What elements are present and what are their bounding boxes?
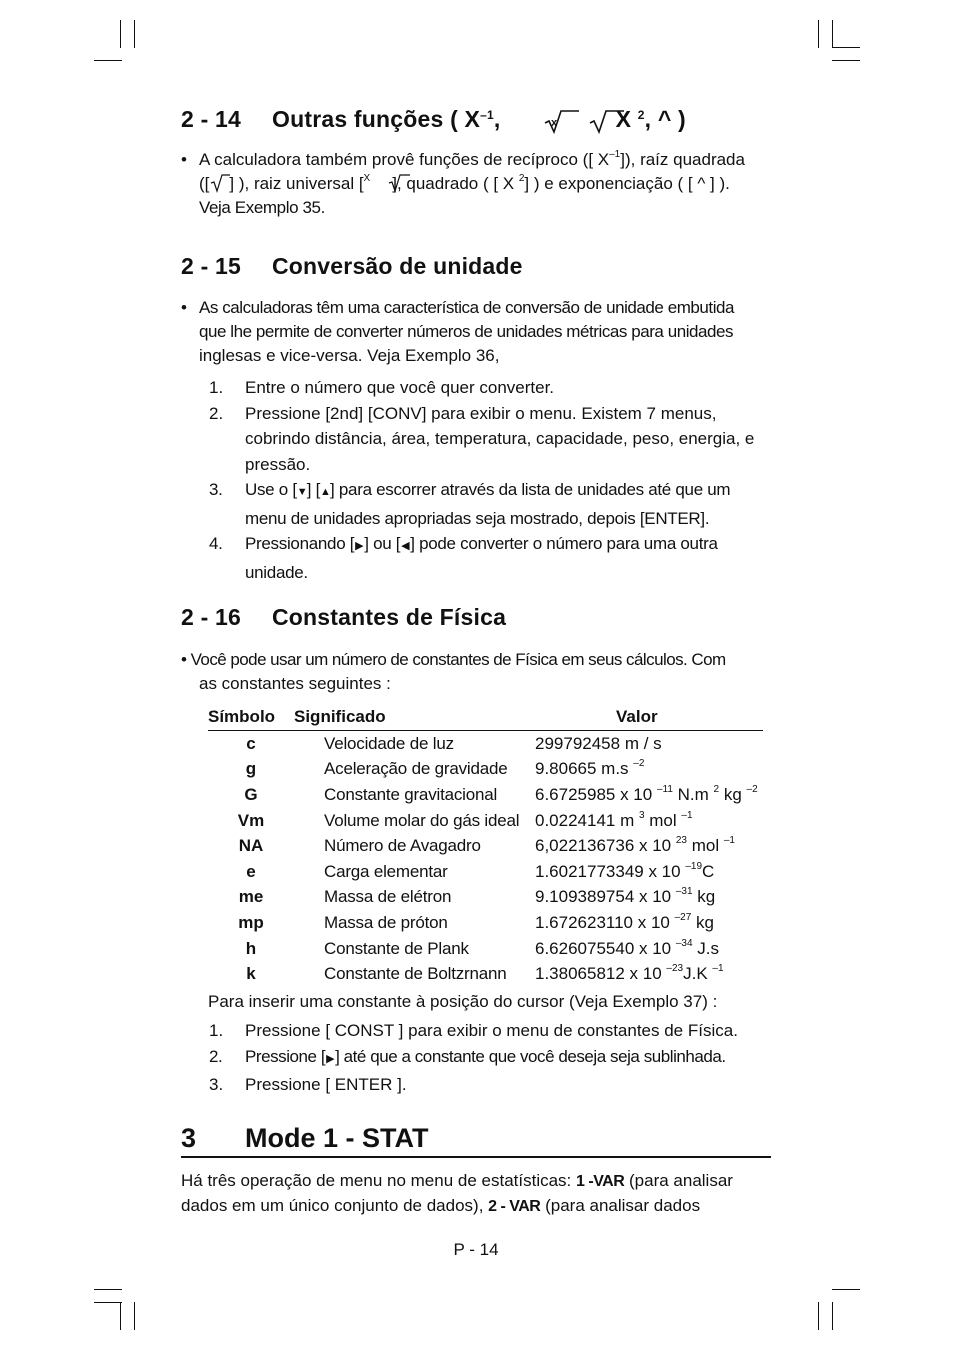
superscript: –34	[675, 937, 693, 949]
section-heading-2-15	[181, 253, 523, 280]
value-unit: kg	[692, 887, 716, 907]
chapter-title: Mode 1 - STAT	[245, 1123, 429, 1153]
superscript: –1	[681, 809, 693, 821]
title-end: , ^ )	[644, 106, 686, 132]
crop-mark	[94, 60, 122, 61]
table-row	[208, 961, 763, 987]
meaning-cell: Aceleração de gravidade	[324, 759, 508, 779]
list-item	[209, 1018, 773, 1044]
crop-mark	[120, 1302, 121, 1330]
text-span: dados em um único conjunto de dados),	[181, 1196, 489, 1215]
section-title: Conversão de unidade	[272, 253, 523, 279]
text-line: • Você pode usar um número de constantes de Física em seus cálculos. Com	[181, 650, 726, 669]
value-cell	[522, 910, 763, 936]
section-title: Constantes de Física	[272, 604, 507, 630]
superscript: –23	[666, 963, 684, 975]
superscript: –31	[675, 886, 693, 898]
superscript: –11	[656, 783, 673, 795]
value-text: 9.109389754 x 10	[535, 887, 672, 907]
list-item	[209, 1072, 773, 1098]
table-row	[208, 885, 763, 911]
superscript: –27	[674, 911, 692, 923]
value-cell	[522, 833, 763, 859]
step-text: Pressione [2nd] [CONV] para exibir o menu. Existem 7 menus, cobrindo distância, área, temperatura, capacidade, peso, energia, e pressão.	[245, 403, 755, 474]
text-span: (para analisar	[624, 1171, 733, 1190]
symbol-cell: me	[238, 887, 264, 907]
value-unit: J.s	[692, 938, 719, 958]
crop-mark	[94, 1289, 122, 1290]
table-row	[208, 757, 763, 783]
column-header: Valor	[522, 704, 763, 731]
value-unit: C	[702, 861, 715, 881]
text-line: inglesas e vice-versa. Veja Exemplo 36,	[199, 346, 500, 365]
text-span: ([	[199, 174, 210, 193]
crop-mark	[94, 1302, 122, 1303]
steps-2-16	[209, 1018, 773, 1098]
value-unit: N.m	[672, 784, 709, 804]
symbol-cell: NA	[238, 836, 264, 856]
table-header-row	[208, 704, 763, 731]
crop-mark	[120, 20, 121, 48]
paragraph-3	[181, 1169, 773, 1219]
symbol-cell: c	[246, 733, 256, 753]
square-root-icon	[588, 109, 624, 135]
meaning-cell: Massa de próton	[324, 912, 448, 932]
step-text: ] ou [	[364, 534, 401, 553]
step-number: 4.	[209, 534, 223, 553]
step-text: ] para escorrer através da lista de unidades até que um menu de unidades apropriadas seja mostrado, depois [ENTER].	[245, 480, 731, 528]
step-text: Use o [	[245, 480, 297, 499]
crop-mark	[134, 20, 135, 48]
value-text: 1.672623110 x 10	[535, 912, 670, 932]
section-heading-2-14: 2 - 14 Outras funções ( $X^{-1}$, x X $^2$, ^ )	[181, 106, 686, 132]
superscript: 2	[713, 783, 720, 795]
step-text: Entre o número que você quer converter.	[245, 378, 555, 397]
section-number: 2 - 15	[181, 253, 242, 279]
text-line	[199, 172, 773, 196]
meaning-cell: Constante de Plank	[324, 938, 469, 958]
paragraph-2-14	[181, 148, 773, 220]
meaning-cell: Número de Avagadro	[324, 836, 481, 856]
table-row	[208, 859, 763, 885]
title-x2: X	[615, 106, 632, 132]
crop-mark	[134, 1302, 135, 1330]
value-text: 299792458 m / s	[535, 733, 662, 753]
superscript: –2	[746, 783, 758, 795]
text-span: A calculadora também provê funções de recíproco ([ X	[199, 150, 610, 169]
right-arrow-icon: ▶	[326, 1052, 335, 1065]
square-root-icon	[543, 109, 579, 135]
text-line: as constantes seguintes :	[199, 674, 391, 693]
value-unit: mol	[686, 836, 720, 856]
symbol-cell: G	[244, 784, 258, 804]
left-arrow-icon: ◀	[401, 540, 410, 552]
value-unit: mol	[644, 810, 677, 830]
value-unit: kg	[719, 784, 742, 804]
list-item	[209, 531, 773, 585]
chapter-heading-3	[181, 1123, 771, 1158]
symbol-cell: mp	[238, 912, 264, 932]
step-number: 2.	[209, 403, 224, 423]
step-number: 3.	[209, 1075, 224, 1094]
section-number: 2 - 14	[181, 106, 242, 132]
crop-mark	[818, 1302, 819, 1330]
title-comma: ,	[493, 106, 501, 132]
list-item	[209, 401, 773, 478]
superscript: –1	[723, 835, 735, 847]
crop-mark	[818, 20, 819, 48]
symbol-cell: e	[246, 861, 256, 881]
symbol-cell: Vm	[237, 810, 265, 830]
superscript: 2	[637, 108, 645, 122]
table-row	[208, 910, 763, 936]
value-text: 9.80665 m.s	[535, 759, 629, 779]
steps-2-15	[209, 375, 773, 585]
meaning-cell: Carga elementar	[324, 861, 448, 881]
table-row	[208, 731, 763, 757]
table-row	[208, 833, 763, 859]
superscript: –19	[685, 860, 703, 872]
superscript: –1	[712, 963, 724, 975]
value-cell	[522, 885, 763, 911]
up-arrow-icon: ▲	[320, 486, 331, 498]
text-line: Veja Exemplo 35.	[199, 198, 325, 217]
step-text: Pressione [	[245, 1046, 326, 1066]
value-text: 1.6021773349 x 10	[535, 861, 681, 881]
square-root-icon	[210, 173, 230, 193]
value-text: 1.38065812 x 10	[535, 964, 662, 984]
crop-mark	[832, 60, 860, 61]
meaning-cell: Constante gravitacional	[324, 784, 498, 804]
step-text: Pressione [ ENTER ].	[245, 1075, 407, 1094]
value-cell	[522, 757, 763, 783]
crop-mark	[832, 1289, 860, 1290]
constants-table	[208, 704, 763, 987]
square-root-icon	[388, 173, 410, 193]
value-text: 6.626075540 x 10	[535, 938, 672, 958]
step-text: ] até que a constante que você deseja seja sublinhada.	[335, 1046, 726, 1066]
column-header: Significado	[294, 704, 522, 731]
step-text: Pressionando [	[245, 534, 355, 553]
symbol-cell: h	[245, 938, 257, 958]
value-cell	[522, 731, 763, 757]
table-row	[208, 936, 763, 962]
superscript: 23	[675, 835, 687, 847]
section-heading-2-16	[181, 604, 506, 631]
meaning-cell: Massa de elétron	[324, 887, 452, 907]
bullet: •	[181, 150, 187, 169]
column-header: Símbolo	[208, 704, 294, 731]
menu-name: 1 -VAR	[576, 1173, 625, 1190]
table-row	[208, 782, 763, 808]
value-text: 6.6725985 x 10	[535, 784, 653, 804]
superscript: –1	[609, 149, 621, 160]
list-item	[209, 477, 773, 531]
text-span: ]), raíz quadrada	[620, 150, 745, 169]
crop-mark	[832, 47, 860, 48]
text-span: Há três operação de menu no menu de estatísticas:	[181, 1171, 577, 1190]
list-item	[209, 375, 773, 401]
section-title: Outras funções ( X	[272, 106, 481, 132]
text-span: (para analisar dados	[540, 1196, 701, 1215]
step-number: 2.	[209, 1046, 223, 1066]
text-line	[199, 148, 773, 172]
crop-mark	[832, 20, 833, 48]
paragraph-2-16	[181, 648, 773, 696]
superscript: 2	[518, 173, 525, 184]
value-text: 6,022136736 x 10	[535, 836, 672, 856]
step-text: ] pode converter o número para uma outra unidade.	[245, 534, 718, 582]
value-cell	[522, 808, 763, 834]
bullet: •	[181, 298, 187, 317]
table-row	[208, 808, 763, 834]
right-arrow-icon: ▶	[355, 540, 364, 552]
step-text: ] [	[306, 480, 321, 499]
step-text: Pressione [ CONST ] para exibir o menu de constantes de Física.	[245, 1021, 738, 1040]
page-number: P - 14	[453, 1240, 499, 1259]
step-number: 1.	[209, 378, 224, 397]
superscript: X	[363, 173, 371, 184]
text-span: ], quadrado ( [ X	[392, 174, 515, 193]
insert-constant-text: Para inserir uma constante à posição do cursor (Veja Exemplo 37) :	[208, 992, 718, 1011]
step-number: 3.	[209, 480, 223, 499]
list-item	[209, 1044, 773, 1073]
step-number: 1.	[209, 1021, 224, 1040]
superscript: –2	[633, 758, 645, 770]
text-line: que lhe permite de converter números de unidades métricas para unidades	[199, 322, 734, 341]
meaning-cell: Constante de Boltzrnann	[324, 964, 507, 984]
value-cell	[522, 961, 763, 987]
value-cell	[522, 936, 763, 962]
paragraph-2-15	[181, 296, 773, 368]
menu-name: 2 - VAR	[488, 1198, 541, 1215]
symbol-cell: k	[246, 964, 256, 984]
value-cell	[522, 782, 763, 808]
text-line: As calculadoras têm uma característica de conversão de unidade embutida	[199, 298, 735, 317]
chapter-number: 3	[181, 1123, 197, 1153]
value-text: 0.0224141 m	[535, 810, 635, 830]
section-number: 2 - 16	[181, 604, 242, 630]
text-span: ] ), raiz universal [	[229, 174, 364, 193]
meaning-cell: Velocidade de luz	[324, 733, 454, 753]
down-arrow-icon: ▼	[296, 486, 308, 498]
superscript: 3	[638, 809, 645, 821]
crop-mark	[832, 1302, 833, 1330]
value-unit: kg	[691, 912, 714, 932]
value-unit: J.K	[683, 964, 708, 984]
meaning-cell: Volume molar do gás ideal	[324, 810, 520, 830]
superscript: –1	[480, 108, 494, 122]
text-span: ] ) e exponenciação ( [ ^ ] ).	[524, 174, 730, 193]
symbol-cell: g	[245, 759, 257, 779]
value-cell	[522, 859, 763, 885]
